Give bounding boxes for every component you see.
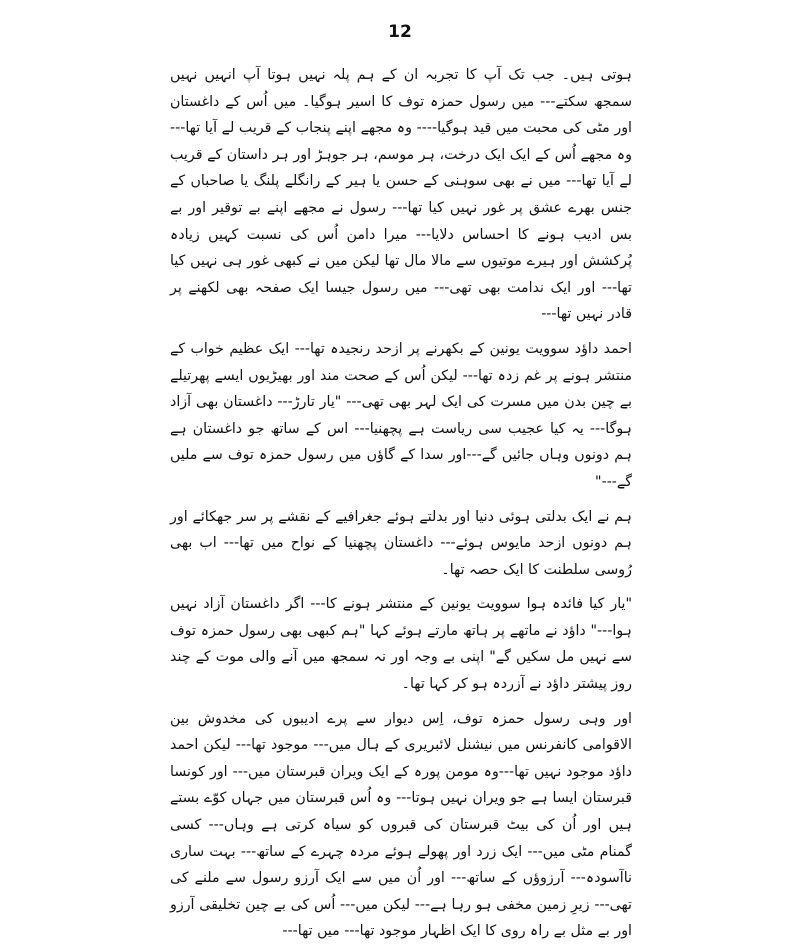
page-number: 12	[388, 22, 412, 42]
paragraph-4: "یار کیا فائدہ ہوا سوویت یونین کے منتشر ہونے کا--- اگر داغستان آزاد نہیں ہوا---" داؤد نے ماتھے پر ہاتھ مارتے ہوئے کہا "ہم کبھی بھی رسول حمزہ توف سے نہیں مل سکیں گے" اپنی بے وجہ اور نہ سمجھ میں آنے والی موت کے چند روز پیشتر داؤد نے آزردہ ہو کر کہا تھا۔	[170, 596, 632, 693]
urdu-text-body	[170, 62, 632, 948]
paragraph-3: ہم نے ایک بدلتی ہوئی دنیا اور بدلتے ہوئے جغرافیے کے نقشے پر سر جھکائے اور ہم دونوں ازحد مایوس ہوئے--- داغستان پچھنیا کے نواح میں تھا--- اب بھی رُوسی سلطنت کا ایک حصہ تھا۔	[170, 508, 632, 578]
paragraph-1: ہوتی ہیں۔ جب تک آپ کا تجربہ ان کے ہم پلہ نہیں ہوتا آپ انہیں نہیں سمجھ سکتے--- میں رسول حمزہ توف کا اسیر ہوگیا۔ میں اُس کے داغستان اور مٹی کی محبت میں قید ہوگیا---- وہ مجھے اپنے پنجاب کے قریب لے آیا تھا--- وہ مجھے اُس کے ایک ایک درخت، ہر موسم، ہر جوہڑ اور ہر داستان کے قریب لے آیا تھا--- میں نے بھی سوہنی کے حسن یا ہیر کے رانگلے پلنگ یا صاحباں کے جنس بھرے عشق پر غور نہیں کیا تھا--- رسول نے مجھے اپنے بے توقیر اور بے بس ادیب ہونے کا احساس دلایا--- میرا دامن اُس کی نسبت کہیں زیادہ پُرکشش اور ہیرے موتیوں سے مالا مال تھا لیکن میں نے کبھی غور ہی نہیں کیا تھا--- اور ایک ندامت بھی تھی--- میں رسول جیسا ایک صفحہ بھی لکھنے پر قادر نہیں تھا---	[170, 67, 632, 323]
paragraph-2: احمد داؤد سوویت یونین کے بکھرنے پر ازحد رنجیدہ تھا--- ایک عظیم خواب کے منتشر ہونے پر غم زدہ تھا--- لیکن اُس کے صحت مند اور بھیڑیوں ایسے پھرتیلے بے چین بدن میں مسرت کی ایک لہر بھی تھی--- "یار تارڑ--- داغستان بھی آزاد ہوگا--- یہ کیا عجیب سی ریاست ہے پچھنیا--- اس کے ساتھ جو داغستان ہے ہم دونوں وہاں جائیں گے---اور سدا کے گاؤں میں رسول حمزہ توف سے ملیں گے---"	[170, 340, 632, 490]
paragraph-5: اور وہی رسول حمزہ توف، اِس دیوار سے پرے ادیبوں کی مخدوش بین الاقوامی کانفرنس میں نیشنل لائبریری کے ہال میں--- موجود تھا--- لیکن احمد داؤد موجود نہیں تھا---وہ مومن پورہ کے ایک ویران قبرستان میں--- اور کونسا قبرستان ایسا ہے جو ویران نہیں ہوتا--- وہ اُس قبرستان میں جہاں کوّے بستے ہیں اور اُن کی بیٹ قبرستان کی قبروں کو سیاہ کرتی ہے وہاں--- کسی گمنام مٹی میں--- ایک زرد اور پھولے ہوئے مردہ چہرے کے ساتھ--- بہت ساری ناآسودہ--- آرزوؤں کے ساتھ--- اور اُن میں سے ایک آرزو رسول سے ملنے کی تھی--- زیرِ زمین مخفی ہو رہا ہے--- لیکن میں--- اُس کی بے چین تخلیقی آرزو اور بے مثل بے راہ روی کا ایک اظہار موجود تھا--- میں تھا---	[170, 710, 632, 940]
